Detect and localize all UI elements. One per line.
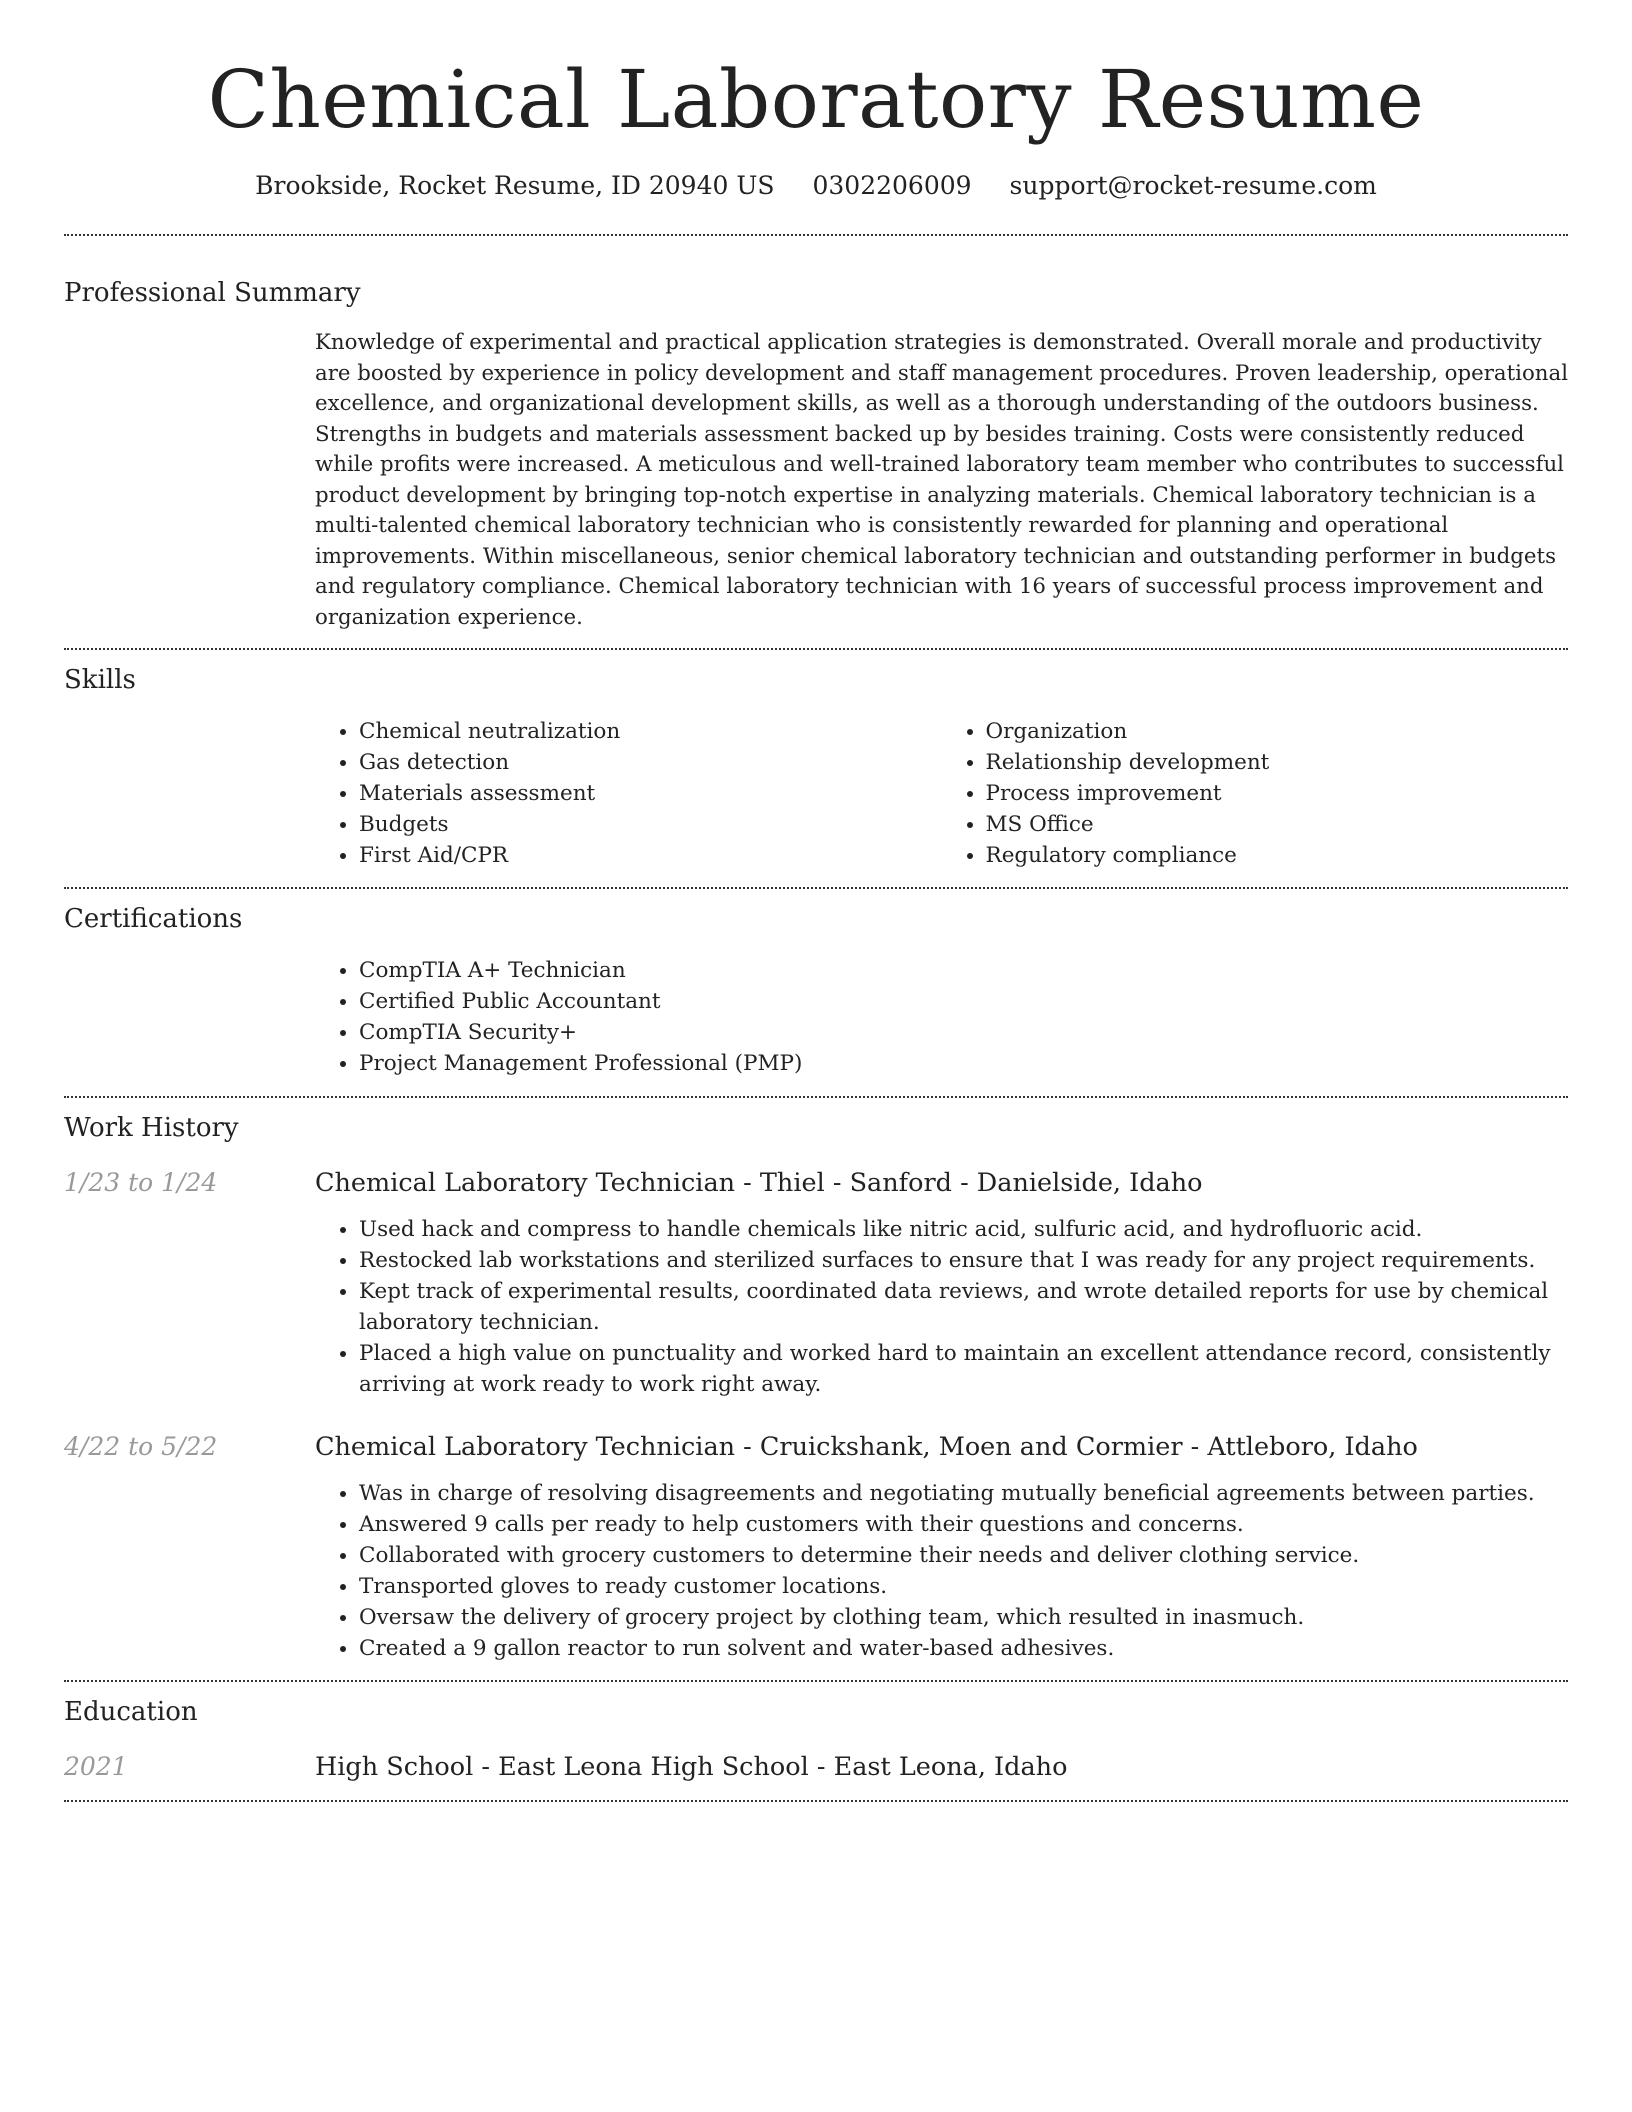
contact-address: Brookside, Rocket Resume, ID 20940 US xyxy=(255,171,775,200)
job-dates: 4/22 to 5/22 xyxy=(64,1432,218,1461)
job-bullets xyxy=(315,1214,1568,1400)
job-header xyxy=(64,1430,1568,1464)
section-title-education: Education xyxy=(64,1697,198,1727)
job-heading: Chemical Laboratory Technician - Thiel - Sanford - Danielside, Idaho xyxy=(315,1168,1203,1198)
section-divider xyxy=(64,1680,1568,1682)
education-date: 2021 xyxy=(64,1752,128,1781)
job-bullet: • Transported gloves to ready customer locations. xyxy=(359,1571,1568,1602)
certifications-content xyxy=(315,955,1568,1079)
section-title-skills: Skills xyxy=(64,665,136,695)
skill-item: • Materials assessment xyxy=(359,778,942,809)
job-bullet: • Placed a high value on punctuality and worked hard to maintain an excellent attendance record, consistently arriving at work ready to work right away. xyxy=(359,1338,1568,1400)
skills-section xyxy=(64,663,1568,871)
section-divider xyxy=(64,1800,1568,1802)
certifications-list xyxy=(315,955,1568,1079)
skill-item: • Chemical neutralization xyxy=(359,716,942,747)
job-bullet: • Used hack and compress to handle chemicals like nitric acid, sulfuric acid, and hydrofluoric acid. xyxy=(359,1214,1568,1245)
job-bullet: • Kept track of experimental results, coordinated data reviews, and wrote detailed reports for use by chemical laboratory technician. xyxy=(359,1276,1568,1338)
job-details xyxy=(315,1478,1568,1664)
skill-item: • MS Office xyxy=(986,809,1569,840)
contact-phone: 0302206009 xyxy=(812,171,972,200)
summary-section xyxy=(64,276,1568,633)
summary-text: Knowledge of experimental and practical application strategies is demonstrated. Overall morale and productivity are boosted by experience in policy development and staff management procedures. Proven leadership, operational excellence, and organizational development skills, as well as a thorough understanding of the outdoors business. Strengths in budgets and materials assessment backed up by besides training. Costs were consistently reduced while profits were increased. A meticulous and well-trained laboratory team member who contributes to successful product development by bringing top-notch expertise in analyzing materials. Chemical laboratory technician is a multi-talented chemical laboratory technician who is consistently rewarded for planning and operational improvements. Within miscellaneous, senior chemical laboratory technician and outstanding performer in budgets and regulatory compliance. Chemical laboratory technician with 16 years of successful process improvement and organization experience. xyxy=(315,330,1569,630)
section-title-work: Work History xyxy=(64,1113,239,1143)
section-divider xyxy=(64,234,1568,236)
job-entry xyxy=(64,1430,1568,1664)
job-bullet: • Created a 9 gallon reactor to run solvent and water-based adhesives. xyxy=(359,1633,1568,1664)
skills-list-left xyxy=(315,716,942,871)
job-details xyxy=(315,1214,1568,1400)
job-header xyxy=(64,1166,1568,1200)
certification-item: • Certified Public Accountant xyxy=(359,986,1568,1017)
job-dates: 1/23 to 1/24 xyxy=(64,1168,218,1197)
job-bullet: • Collaborated with grocery customers to determine their needs and deliver clothing service. xyxy=(359,1540,1568,1571)
section-divider xyxy=(64,648,1568,650)
skill-item: • Regulatory compliance xyxy=(986,840,1569,871)
skill-item: • Process improvement xyxy=(986,778,1569,809)
contact-line xyxy=(64,170,1568,202)
section-title-summary: Professional Summary xyxy=(64,278,361,308)
education-section xyxy=(64,1695,1568,1784)
skill-item: • First Aid/CPR xyxy=(359,840,942,871)
education-entry xyxy=(64,1750,1568,1784)
section-title-certifications: Certifications xyxy=(64,904,243,934)
skills-columns xyxy=(315,716,1568,871)
job-bullet: • Answered 9 calls per ready to help customers with their questions and concerns. xyxy=(359,1509,1568,1540)
certifications-section xyxy=(64,902,1568,1079)
certification-item: • CompTIA Security+ xyxy=(359,1017,1568,1048)
job-entry xyxy=(64,1166,1568,1400)
job-bullets xyxy=(315,1478,1568,1664)
job-bullet: • Restocked lab workstations and sterilized surfaces to ensure that I was ready for any project requirements. xyxy=(359,1245,1568,1276)
skills-list-right xyxy=(942,716,1569,871)
resume-title: Chemical Laboratory Resume xyxy=(207,53,1425,146)
job-bullet: • Was in charge of resolving disagreements and negotiating mutually beneficial agreements between parties. xyxy=(359,1478,1568,1509)
contact-email: support@rocket-resume.com xyxy=(1009,171,1377,200)
work-section xyxy=(64,1111,1568,1664)
certification-item: • CompTIA A+ Technician xyxy=(359,955,1568,986)
skill-item: • Budgets xyxy=(359,809,942,840)
certification-item: • Project Management Professional (PMP) xyxy=(359,1048,1568,1079)
job-heading: Chemical Laboratory Technician - Cruickshank, Moen and Cormier - Attleboro, Idaho xyxy=(315,1432,1418,1462)
skill-item: • Relationship development xyxy=(986,747,1569,778)
resume-header xyxy=(64,0,1568,202)
skill-item: • Gas detection xyxy=(359,747,942,778)
job-bullet: • Oversaw the delivery of grocery project by clothing team, which resulted in inasmuch. xyxy=(359,1602,1568,1633)
section-divider xyxy=(64,1096,1568,1098)
skill-item: • Organization xyxy=(986,716,1569,747)
education-heading: High School - East Leona High School - East Leona, Idaho xyxy=(315,1752,1068,1782)
section-divider xyxy=(64,887,1568,889)
